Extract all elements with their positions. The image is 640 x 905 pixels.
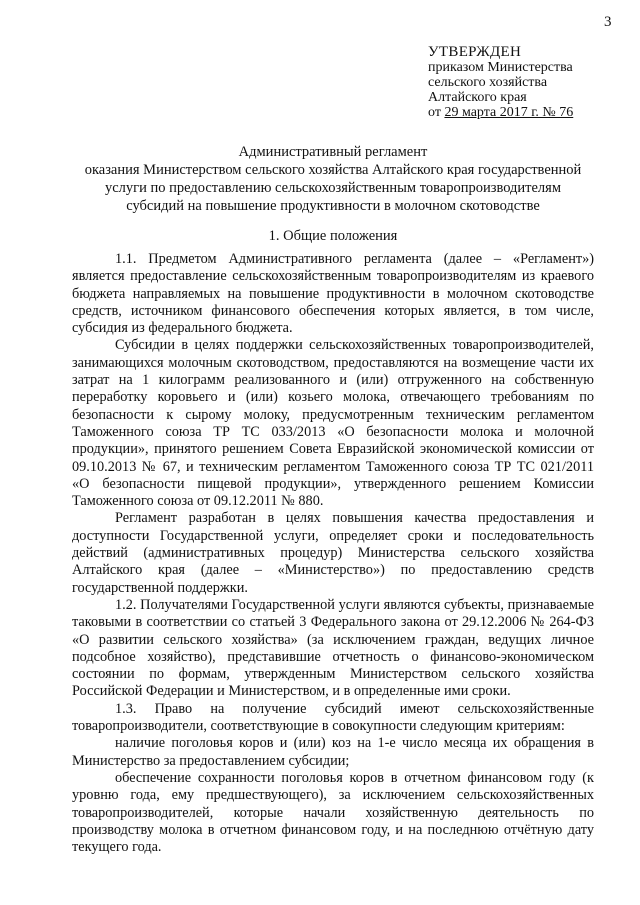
section-heading: 1. Общие положения: [268, 228, 398, 244]
document-title: [72, 143, 594, 215]
approval-line-2: сельского хозяйства: [428, 75, 548, 90]
document-title-line-3: услуги по предоставлению сельскохозяйственным товаропроизводителям: [104, 180, 562, 196]
approval-title: УТВЕРЖДЕН: [428, 44, 522, 60]
paragraph: обеспечение сохранности поголовья коров в отчетном финансовом году (к уровню года, ему предшествующего), за исключением сельскохозяйственных товаропроизводителей, которые начали хозяйственную деятельность по производству молока в отчетном финансовом году, и на последнюю отчётную дату текущего года.: [72, 769, 594, 856]
approval-line-3: Алтайского края: [428, 90, 527, 105]
approval-date: [428, 105, 628, 120]
paragraph: 1.1. Предметом Административного регламента (далее – «Регламент») является предоставление сельскохозяйственным товаропроизводителям из краевого бюджета направляемых на повышение продуктивности в молочном скотоводстве средств, источником финансового обеспечения которых является, в том числе, субсидия из федерального бюджета.: [72, 251, 594, 337]
paragraph: 1.3. Право на получение субсидий имеют сельскохозяйственные товаропроизводители, соответствующие в совокупности следующим критериям:: [72, 700, 594, 735]
approval-block: [428, 45, 628, 120]
paragraph: 1.2. Получателями Государственной услуги являются субъекты, признаваемые таковыми в соответствии со статьей 3 Федерального закона от 29.12.2006 № 264-ФЗ «О развитии сельского хозяйства» (за исключением граждан, ведущих личное подсобное хозяйство), представившие отчетность о финансово-экономическом состоянии по формам, утвержденным Министерством сельского хозяйства Российской Федерации и Министерством, и в определенные ими сроки.: [72, 596, 594, 700]
document-title-line-4: субсидий на повышение продуктивности в молочном скотоводстве: [126, 198, 540, 214]
paragraph: Регламент разработан в целях повышения качества предоставления и доступности Государственной услуги, определяет сроки и последовательность действий (административных процедур) Министерства сельского хозяйства Алтайского края (далее – «Министерство») по предоставлению средств государственной поддержки.: [72, 510, 594, 596]
approval-date-prefix: от: [428, 105, 445, 120]
approval-date-value: 29 марта 2017 г. № 76: [444, 105, 574, 120]
paragraph: наличие поголовья коров и (или) коз на 1-е число месяца их обращения в Министерство за предоставлением субсидии;: [72, 735, 594, 769]
approval-line-1: приказом Министерства: [428, 60, 573, 75]
document-title-line-1: Административный регламент: [238, 144, 428, 160]
paragraph: Субсидии в целях поддержки сельскохозяйственных товаропроизводителей, занимающихся молочным скотоводством, предоставляются на возмещение части их затрат на 1 килограмм реализованного и (или) отгруженного на собственную переработку коровьего и (или) козьего молока, отвечающего требованиям по безопасности к сырому молоку, предусмотренным техническим регламентом Таможенного союза ТР ТС 033/2013 «О безопасности молока и молочной продукции», принятого решением Совета Евразийской экономической комиссии от 09.10.2013 № 67, и техническим регламентом Таможенного союза ТР ТС 021/2011 «О безопасности пищевой продукции», утвержденного решением Комиссии Таможенного союза от 09.12.2011 № 880.: [72, 337, 594, 510]
document-body: [72, 251, 594, 856]
document-title-line-2: оказания Министерством сельского хозяйства Алтайского края государственной: [84, 162, 582, 178]
page-number: 3: [604, 14, 612, 30]
